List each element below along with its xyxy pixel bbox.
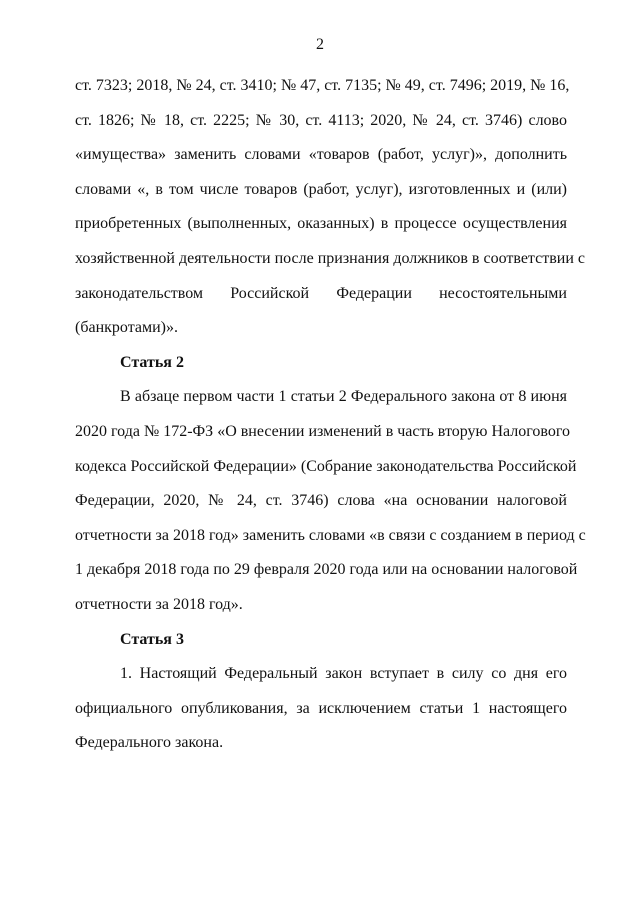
- article-3-line: 1. Настоящий Федеральный закон вступает в силу со дня его: [120, 665, 567, 683]
- paragraph-line: хозяйственной деятельности после признания должников в соответствии с: [75, 249, 585, 267]
- paragraph-line: ст. 1826; № 18, ст. 2225; № 30, ст. 4113; 2020, № 24, ст. 3746) слово: [75, 111, 567, 129]
- page-number: 2: [316, 36, 324, 53]
- article-2-line: 1 декабря 2018 года по 29 февраля 2020 года или на основании налоговой: [75, 561, 578, 579]
- article-2-line: 2020 года № 172-ФЗ «О внесении изменений в часть вторую Налогового: [75, 422, 571, 440]
- paragraph-line: законодательством Российской Федерации несостоятельными: [75, 284, 567, 302]
- article-2-heading: Статья 2: [120, 353, 184, 371]
- paragraph-line: (банкротами)».: [75, 319, 178, 337]
- article-2-line: Федерации, 2020, № 24, ст. 3746) слова «на основании налоговой: [75, 492, 567, 510]
- paragraph-line: ст. 7323; 2018, № 24, ст. 3410; № 47, ст. 7135; № 49, ст. 7496; 2019, № 16,: [75, 77, 570, 94]
- article-3-line: Федерального закона.: [75, 734, 224, 752]
- paragraph-line: словами «, в том числе товаров (работ, услуг), изготовленных и (или): [75, 180, 567, 198]
- article-2-line: В абзаце первом части 1 статьи 2 Федерального закона от 8 июня: [120, 388, 567, 406]
- paragraph-line: приобретенных (выполненных, оказанных) в процессе осуществления: [75, 215, 567, 233]
- article-3-heading: Статья 3: [120, 630, 184, 648]
- article-2-line: отчетности за 2018 год».: [75, 595, 243, 613]
- article-2-line: отчетности за 2018 год» заменить словами «в связи с созданием в период с: [75, 526, 586, 544]
- article-2-line: кодекса Российской Федерации» (Собрание законодательства Российской: [75, 457, 577, 475]
- article-3-line: официального опубликования, за исключением статьи 1 настоящего: [75, 699, 567, 717]
- paragraph-line: «имущества» заменить словами «товаров (работ, услуг)», дополнить: [75, 146, 567, 164]
- document-body: [75, 69, 586, 761]
